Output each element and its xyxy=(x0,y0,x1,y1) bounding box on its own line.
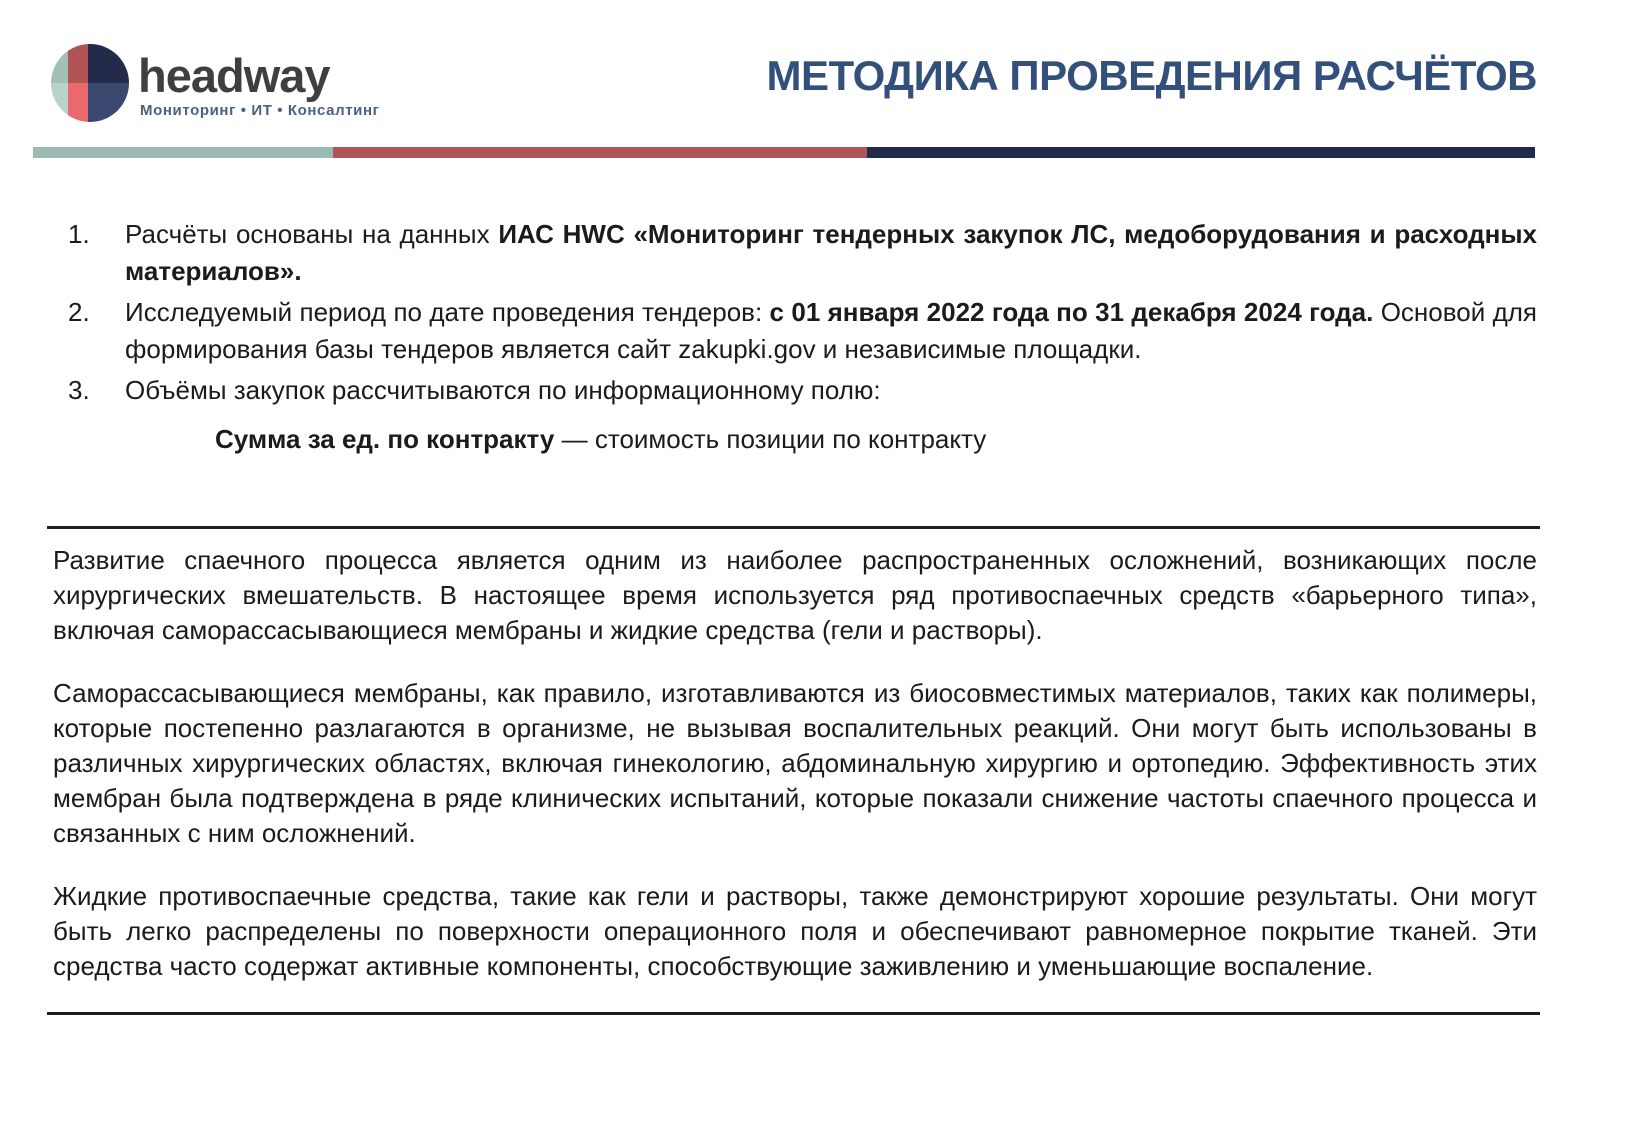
list-item xyxy=(68,294,1537,368)
headway-logo xyxy=(51,44,380,122)
list-item-text: Расчёты основаны на данных ИАС HWC «Мониторинг тендерных закупок ЛС, медоборудования и расходных материалов». xyxy=(125,219,1537,286)
divider-navy-segment xyxy=(867,147,1535,158)
logo-red-segment xyxy=(68,44,88,122)
tricolor-divider xyxy=(33,147,1535,158)
list-item xyxy=(68,372,1537,409)
divider-red-segment xyxy=(333,147,866,158)
list-item xyxy=(68,216,1537,290)
list-item-text: Исследуемый период по дате проведения тендеров: с 01 января 2022 года по 31 декабря 2024 года. Основой для формирования базы тендеров является сайт zakupki.gov и независимые площадки. xyxy=(125,297,1538,364)
list-item-text: Объёмы закупок рассчитываются по информационному полю: xyxy=(125,375,881,405)
page-title: МЕТОДИКА ПРОВЕДЕНИЯ РАСЧЁТОВ xyxy=(766,52,1537,99)
list-item-number: 2. xyxy=(68,297,90,327)
paragraph-membranes: Саморассасывающиеся мембраны, как правило, изготавливаются из биосовместимых материалов, таких как полимеры, которые постепенно разлагаются в организме, не вызывая воспалительных реакций. Они могут быть использованы в различных хирургических областях, включая гинекологию, абдоминальную хирургию и ортопедию. Эффективность этих мембран была подтверждена в ряде клинических испытаний, которые показали снижение частоты спаечного процесса и связанных с ним осложнений. xyxy=(53,678,1537,848)
logo-navy-segment xyxy=(88,44,129,122)
headway-logo-icon xyxy=(51,44,129,122)
slide-header xyxy=(0,0,1625,147)
logo-wordmark: headway xyxy=(138,49,330,102)
horizontal-rule-bottom xyxy=(47,1012,1540,1015)
list-item-number: 1. xyxy=(68,219,90,249)
methodology-list xyxy=(68,216,1537,409)
paragraph-liquid-agents: Жидкие противоспаечные средства, такие как гели и растворы, также демонстрируют хорошие результаты. Они могут быть легко распределены по поверхности операционного поля и обеспечивают равномерное покрытие тканей. Эти средства часто содержат активные компоненты, способствующие заживлению и уменьшающие воспаление. xyxy=(53,881,1537,981)
logo-green-segment xyxy=(51,44,68,122)
formula-definition: Сумма за ед. по контракту — стоимость позиции по контракту xyxy=(215,424,987,454)
horizontal-rule-top xyxy=(47,526,1540,529)
list-item-number: 3. xyxy=(68,375,90,405)
divider-green-segment xyxy=(33,147,333,158)
paragraph-adhesion-overview: Развитие спаечного процесса является одним из наиболее распространенных осложнений, возникающих после хирургических вмешательств. В настоящее время используется ряд противоспаечных средств «барьерного типа», включая саморассасывающиеся мембраны и жидкие средства (гели и растворы). xyxy=(53,545,1537,645)
logo-text xyxy=(138,44,380,119)
logo-tagline: Мониторинг • ИТ • Консалтинг xyxy=(140,102,380,119)
body-text xyxy=(53,543,1537,984)
